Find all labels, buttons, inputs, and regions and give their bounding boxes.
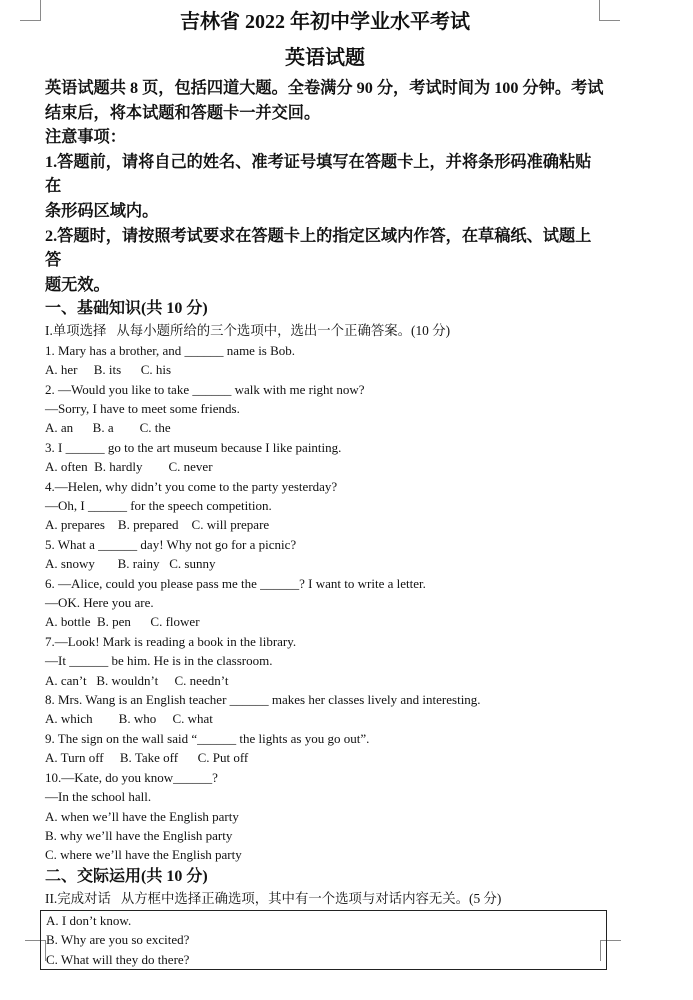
- question-line: —OK. Here you are.: [45, 595, 154, 611]
- question-line: C. where we’ll have the English party: [45, 847, 242, 863]
- question-line: —It ______ be him. He is in the classroom.: [45, 653, 273, 669]
- question-line: A. prepares B. prepared C. will prepare: [45, 517, 270, 533]
- notice-2-line-1: 2.答题时，请按照考试要求在答题卡上的指定区域内作答，在草稿纸、试题上答: [45, 226, 592, 270]
- question-line: 3. I ______ go to the art museum because I like painting.: [45, 439, 342, 455]
- question-line: 5. What a ______ day! Why not go for a picnic?: [45, 536, 297, 552]
- notice-title: 注意事项：: [45, 128, 126, 147]
- part-1-heading: 一、基础知识(共 10 分): [45, 300, 208, 318]
- question-line: —Sorry, I have to meet some friends.: [45, 400, 240, 416]
- question-line: A. snowy B. rainy C. sunny: [45, 556, 216, 572]
- crop-mark-top-left: [20, 0, 41, 21]
- exam-page: [45, 10, 605, 970]
- part-1-questions: [45, 341, 605, 865]
- box-option: B. Why are you so excited?: [46, 932, 190, 948]
- options-box: [40, 910, 607, 970]
- notice-1-line-2: 条形码区域内。: [45, 201, 159, 220]
- question-line: A. which B. who C. what: [45, 711, 213, 727]
- question-line: A. an B. a C. the: [45, 420, 171, 436]
- part-2-heading: 二、交际运用(共 10 分): [45, 867, 208, 885]
- question-line: 2. —Would you like to take ______ walk with me right now?: [45, 381, 365, 397]
- question-line: 10.—Kate, do you know______?: [45, 769, 218, 785]
- notice-2-line-2: 题无效。: [45, 275, 110, 294]
- box-option: A. I don’t know.: [46, 913, 132, 929]
- exam-subtitle: 英语试题: [285, 47, 365, 69]
- question-line: 6. —Alice, could you please pass me the ______? I want to write a letter.: [45, 575, 426, 591]
- question-line: —In the school hall.: [45, 789, 152, 805]
- exam-title: 吉林省 2022 年初中学业水平考试: [180, 11, 470, 33]
- question-line: A. bottle B. pen C. flower: [45, 614, 200, 630]
- notice-1-line-1: 1.答题前，请将自己的姓名、准考证号填写在答题卡上，并将条形码准确粘贴在: [45, 152, 592, 196]
- question-line: 7.—Look! Mark is reading a book in the library.: [45, 633, 297, 649]
- question-line: B. why we’ll have the English party: [45, 827, 233, 843]
- question-line: A. often B. hardly C. never: [45, 459, 213, 475]
- question-line: A. Turn off B. Take off C. Put off: [45, 750, 249, 766]
- question-line: 9. The sign on the wall said “______ the lights as you go out”.: [45, 730, 370, 746]
- question-line: A. her B. its C. his: [45, 362, 172, 378]
- question-line: 8. Mrs. Wang is an English teacher ______ makes her classes lively and interesting.: [45, 692, 481, 708]
- question-line: 4.—Helen, why didn’t you come to the party yesterday?: [45, 478, 338, 494]
- question-line: —Oh, I ______ for the speech competition.: [45, 498, 272, 513]
- intro-line-1: 英语试题共 8 页，包括四道大题。全卷满分 90 分，考试时间为 100 分钟。考试: [45, 79, 604, 97]
- question-line: A. can’t B. wouldn’t C. needn’t: [45, 672, 229, 688]
- intro-line-2: 结束后，将本试题和答题卡一并交回。: [45, 103, 321, 122]
- part-2-instruction: II.完成对话 从方框中选择正确选项，其中有一个选项与对话内容无关。(5 分): [45, 890, 502, 906]
- box-option: C. What will they do there?: [46, 951, 190, 967]
- question-line: A. when we’ll have the English party: [45, 808, 239, 824]
- intro-block: [45, 76, 605, 297]
- part-1-instruction: I.单项选择 从每小题所给的三个选项中，选出一个正确答案。(10 分): [45, 323, 451, 339]
- question-line: 1. Mary has a brother, and ______ name is Bob.: [45, 342, 296, 358]
